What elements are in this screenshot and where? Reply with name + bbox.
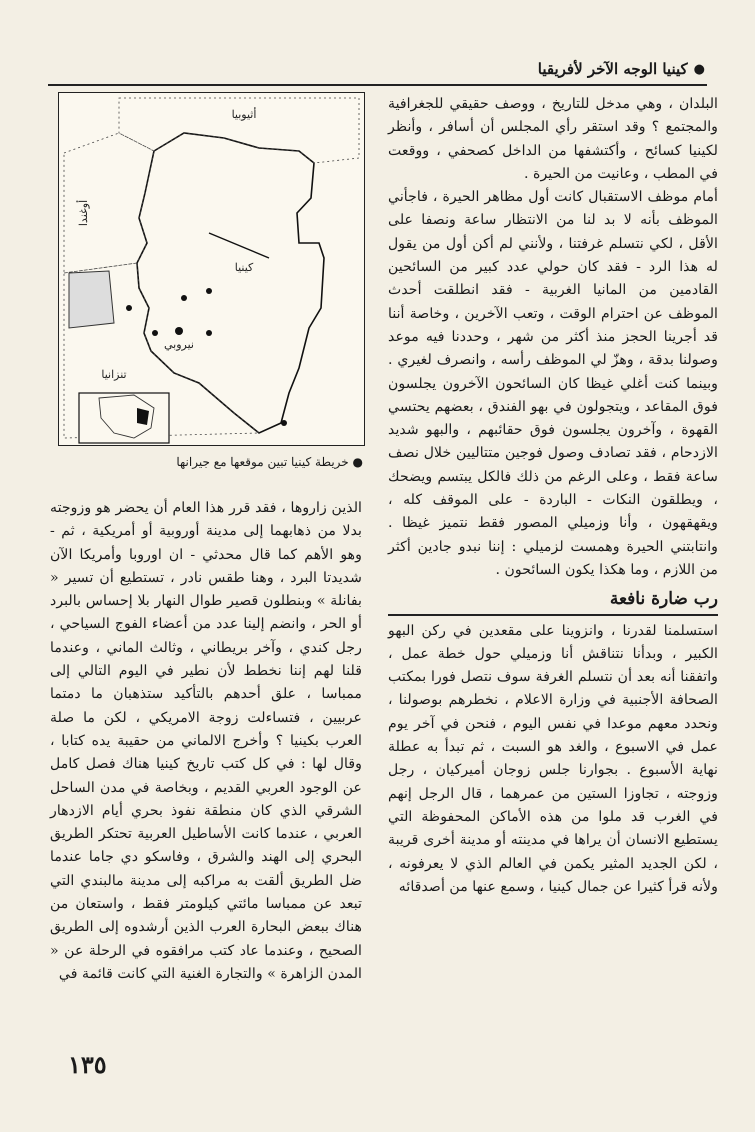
- city-dot: [152, 330, 158, 336]
- right-text-column: [388, 93, 718, 899]
- kenya-map-svg: [59, 93, 364, 445]
- kenya-outline: [137, 133, 324, 433]
- paragraph: أمام موظف الاستقبال كانت أول مظاهر الحيرة ، فاجأني الموظف بأنه لا بد لنا من الانتظار ساعة ونصفا على الأقل ، لكي نتسلم غرفتنا ، ولأنني لم أكن أول من يقول له هذا الرد - فقد كان حولي عدد كبير من السائحين القادمين من المانيا الغربية - فقد انطلقت أحدث الموظف عن احترام الوقت ، وتعب الآخرين ، وخاصة أننا قد أجرينا الحجز منذ أكثر من شهر ، وحددنا فيه موعد وصولنا بدقة ، وهزّ لي الموظف رأسه ، وانصرف لغيري . وبينما كنت أغلي غيظا كان السائحون الآخرون يجلسون فوق المقاعد ، ويتجولون في بهو الفندق ، بعضهم يحتسي القهوة ، وآخرون يجلسون فوق حقائبهم ، والبهو شديد الازدحام ، فقد تصادف وصول فوجين متتاليين خلال نصف ساعة فقط ، وعلى الرغم من ذلك فالكل يبتسم ويضحك ، ويطلقون النكات - الباردة - على الموقف كله ، ويقهقهون ، وأنا وزميلي المصور فقط نتميز غيظا . وانتابتني الحيرة وهمست لزميلي : إننا نبدو جادين أكثر من اللازم ، وما هكذا يكون السائحون .: [388, 189, 718, 578]
- nairobi-dot: [175, 327, 183, 335]
- map-label-ethiopia: أثيوبيا: [231, 108, 257, 121]
- city-dot: [126, 305, 132, 311]
- map-label-nairobi: نيروبي: [164, 338, 194, 351]
- header-divider: [48, 84, 707, 86]
- map-label-tanzania: تنزانيا: [101, 368, 127, 381]
- paragraph: البلدان ، وهي مدخل للتاريخ ، ووصف حقيقي للجغرافية والمجتمع ؟ وقد استقر رأي المجلس أن أسافر ، وأنظر لكينيا كسائح ، وأكتشفها من الداخل كصحفي ، ووقعت في المطب ، وعانيت من الحيرة .: [388, 96, 718, 182]
- section-heading: رب ضارة نافعة: [388, 588, 718, 615]
- running-header: [538, 60, 705, 78]
- kenya-map-figure: [58, 92, 365, 446]
- left-text-column: [50, 497, 362, 986]
- caption-bullet-icon: ●: [348, 455, 363, 469]
- lake-victoria: [69, 271, 114, 328]
- map-label-uganda: أوغندا: [77, 199, 90, 227]
- header-bullet-icon: ●: [693, 61, 705, 77]
- city-dot: [206, 288, 212, 294]
- page-number: ١٣٥: [68, 1050, 107, 1079]
- paragraph: استسلمنا لقدرنا ، وانزوينا على مقعدين في ركن البهو الكبير ، وبدأنا نتناقش أنا وزميلي حول خطة عمل ، واتفقنا أنه بعد أن نتسلم الغرفة سوف نتصل فورا بمكتب الصحافة الأجنبية في وزارة الاعلام ، نخطرهم بوصولنا ، ونحدد معهم موعدا في نفس اليوم ، فنحن في آخر يوم عمل في الاسبوع ، والغد هو السبت ، ثم تبدأ به عطلة نهاية الأسبوع . بجوارنا جلس زوجان أميركيان ، رجل وزوجته ، تجاوزا الستين من عمرهما ، قال الرجل إنهم في الغرب قد ملوا من هذه الأماكن المحفوظة التي يستطيع الانسان أن يراها في مدينته أو مدينة أخرى قريبة ، لكن الجديد المثير يكمن في العالم الذي لا يعرفونه ، ولأنه قرأ كثيرا عن جمال كينيا ، وسمع عنها من أصدقائه: [388, 622, 718, 895]
- city-dot: [181, 295, 187, 301]
- header-title: كينيا الوجه الآخر لأفريقيا: [537, 60, 688, 78]
- mombasa-dot: [281, 420, 287, 426]
- paragraph: الذين زاروها ، فقد قرر هذا العام أن يحضر هو وزوجته بدلا من ذهابهما إلى مدينة أوروبية أو أمريكية ، ثم - وهو الأهم كما قال محدثي - ان اوروبا وأمريكا الآن شديدتا البرد ، وهنا طقس نادر ، تستطيع أن تسير « بفانلة » وبنطلون قصير طوال النهار بلا إحساس بالبرد أو الحر ، وانضم إلينا عدد من أعضاء الفوج السياحي ، رجل كندي ، وآخر بريطاني ، وثالث الماني ، وعندما قلنا لهم إننا نخطط لأن نطير في اليوم التالي إلى ممباسا ، علق أحدهم بالتأكيد ستذهبان ما دمتما عربيين ، فتساءلت زوجة الامريكي ، لكن ما صلة العرب بكينيا ؟ وأخرج الالماني من حقيبة يده كتابا ، وقال لها : في كل كتب تاريخ كينيا هناك فصل كامل عن الوجود العربي القديم ، وبخاصة في مدن الساحل الشرقي الذي كان منطقة نفوذ بحري أيام الازدهار العربي ، عندما كانت الأساطيل العربية تحتكر الطريق البحري إلى الهند والشرق ، وفاسكو دي جاما عندما ضل الطريق ألقت به مراكبه إلى مدينة مالبندي التي تبعد عن ممباسا مائتي كيلومتر فقط ، واستعان من هناك ببعض البحارة العرب الذين أرشدوه إلى الطريق الصحيح ، وعندما عاد كتب مرافقوه في الرحلة عن « المدن الزاهرة » والتجارة الغنية التي كانت قائمة في: [50, 500, 362, 982]
- city-dot: [206, 330, 212, 336]
- map-caption: [58, 455, 363, 469]
- map-caption-text: خريطة كينيا تبين موقعها مع جيرانها: [176, 455, 349, 469]
- map-label-kenya: كينيا: [234, 261, 254, 274]
